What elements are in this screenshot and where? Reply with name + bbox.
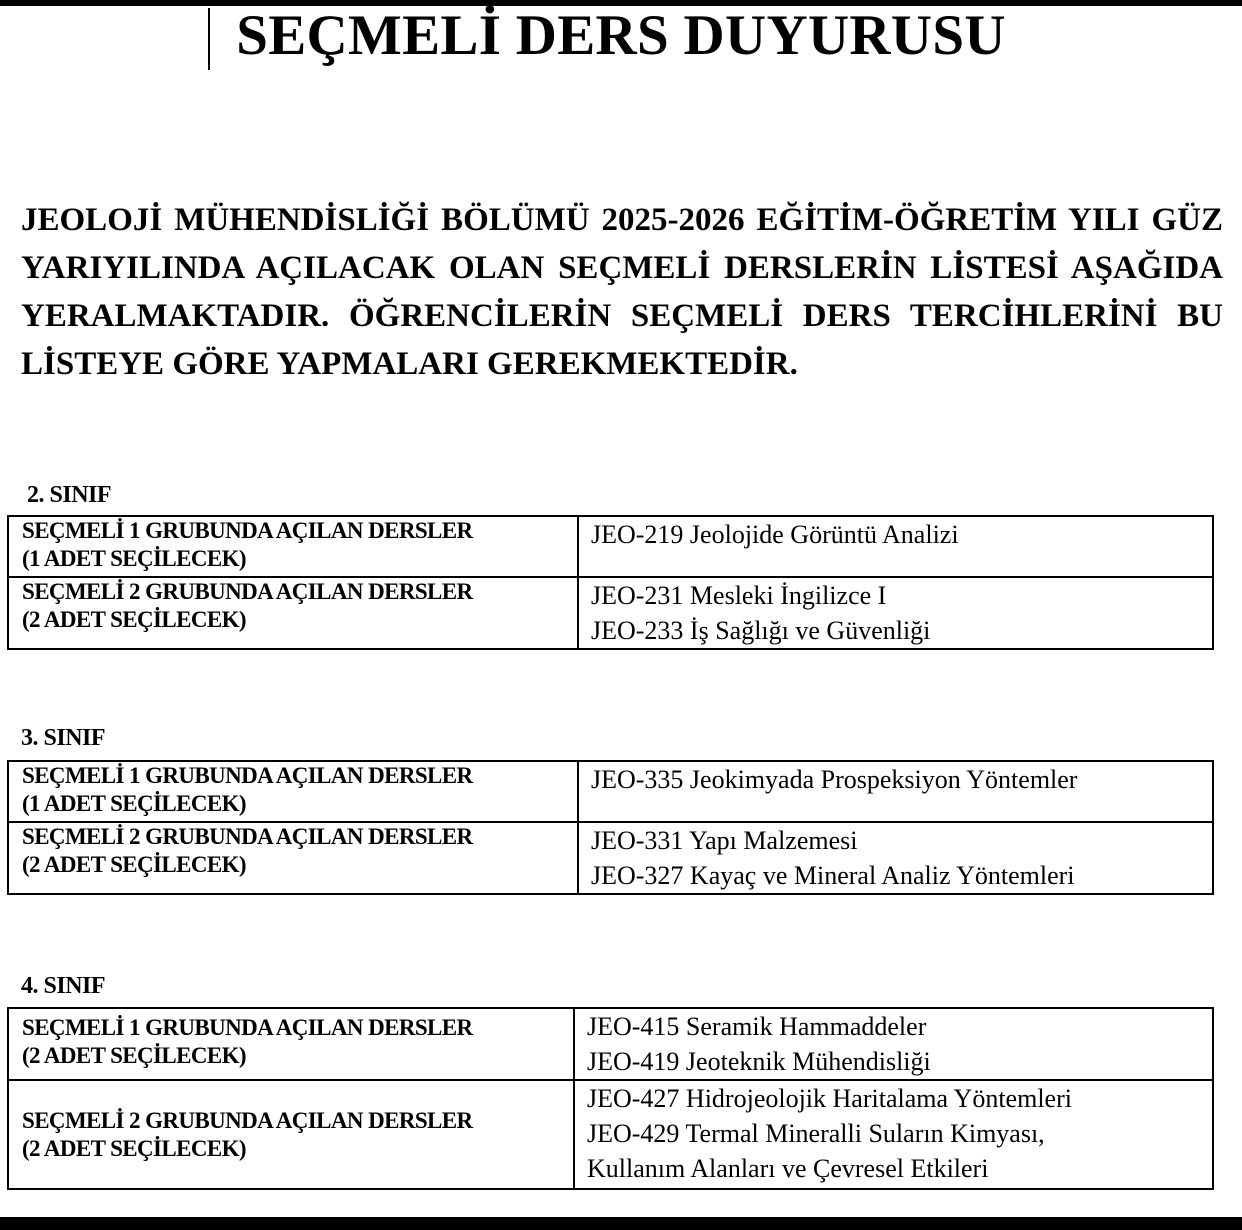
course-item: JEO-331 Yapı Malzemesi xyxy=(591,826,858,855)
group-cell xyxy=(8,1080,574,1189)
section-label-3: 3. SINIF xyxy=(21,725,106,751)
announcement-text: JEOLOJİ MÜHENDİSLİĞİ BÖLÜMÜ 2025-2026 EĞİTİM-ÖĞRETİM YILI GÜZ YARIYILINDA AÇILACAK OLAN SEÇMELİ DERSLERİN LİSTESİ AŞAĞIDA YERALMAKTADIR. ÖĞRENCİLERİN SEÇMELİ DERS TERCİHLERİNİ BU LİSTEYE GÖRE YAPMALARI GEREKMEKTEDİR. xyxy=(21,202,1223,382)
group-title: SEÇMELİ 1 GRUBUNDA AÇILAN DERSLER xyxy=(22,1015,473,1040)
group-count: (2 ADET SEÇİLECEK) xyxy=(22,1043,246,1068)
courses-cell xyxy=(574,1008,1213,1080)
group-cell xyxy=(8,1008,574,1080)
group-count: (2 ADET SEÇİLECEK) xyxy=(22,852,246,877)
group-count: (1 ADET SEÇİLECEK) xyxy=(22,546,246,571)
courses-cell xyxy=(574,1080,1213,1189)
group-title: SEÇMELİ 1 GRUBUNDA AÇILAN DERSLER xyxy=(22,763,473,788)
courses-cell xyxy=(578,822,1213,894)
table-2-sinif xyxy=(7,515,1214,650)
courses-cell xyxy=(578,761,1213,822)
course-item: JEO-429 Termal Mineralli Suların Kimyası, xyxy=(587,1119,1045,1148)
table-row xyxy=(8,761,1213,822)
group-count: (2 ADET SEÇİLECEK) xyxy=(22,1135,246,1161)
section-label-4: 4. SINIF xyxy=(21,973,106,999)
bottom-black-bar xyxy=(0,1217,1242,1230)
course-item: JEO-415 Seramik Hammaddeler xyxy=(587,1012,927,1041)
table-row xyxy=(8,1080,1213,1189)
group-cell xyxy=(8,761,578,822)
group-count: (2 ADET SEÇİLECEK) xyxy=(22,607,246,632)
group-cell xyxy=(8,822,578,894)
section-label-2: 2. SINIF xyxy=(27,482,112,508)
group-cell xyxy=(8,577,578,649)
course-item: JEO-219 Jeolojide Görüntü Analizi xyxy=(591,520,959,549)
table-row xyxy=(8,516,1213,577)
course-item: Kullanım Alanları ve Çevresel Etkileri xyxy=(587,1154,989,1183)
table-row xyxy=(8,1008,1213,1080)
group-title: SEÇMELİ 1 GRUBUNDA AÇILAN DERSLER xyxy=(22,518,473,543)
course-item: JEO-427 Hidrojeolojik Haritalama Yöntemleri xyxy=(587,1084,1072,1113)
table-4-sinif xyxy=(7,1007,1214,1190)
group-title: SEÇMELİ 2 GRUBUNDA AÇILAN DERSLER xyxy=(22,579,473,604)
group-cell xyxy=(8,516,578,577)
table-3-sinif xyxy=(7,760,1214,895)
course-item: JEO-419 Jeoteknik Mühendisliği xyxy=(587,1047,931,1076)
page-title: SEÇMELİ DERS DUYURUSU xyxy=(236,4,1006,67)
group-title: SEÇMELİ 2 GRUBUNDA AÇILAN DERSLER xyxy=(22,824,473,849)
course-item: JEO-327 Kayaç ve Mineral Analiz Yöntemleri xyxy=(591,861,1075,890)
courses-cell xyxy=(578,516,1213,577)
table-row xyxy=(8,577,1213,649)
group-count: (1 ADET SEÇİLECEK) xyxy=(22,791,246,816)
courses-cell xyxy=(578,577,1213,649)
group-title: SEÇMELİ 2 GRUBUNDA AÇILAN DERSLER xyxy=(22,1107,473,1133)
course-item: JEO-231 Mesleki İngilizce I xyxy=(591,581,887,610)
course-item: JEO-335 Jeokimyada Prospeksiyon Yöntemler xyxy=(591,765,1078,794)
course-item: JEO-233 İş Sağlığı ve Güvenliği xyxy=(591,616,931,645)
table-row xyxy=(8,822,1213,894)
